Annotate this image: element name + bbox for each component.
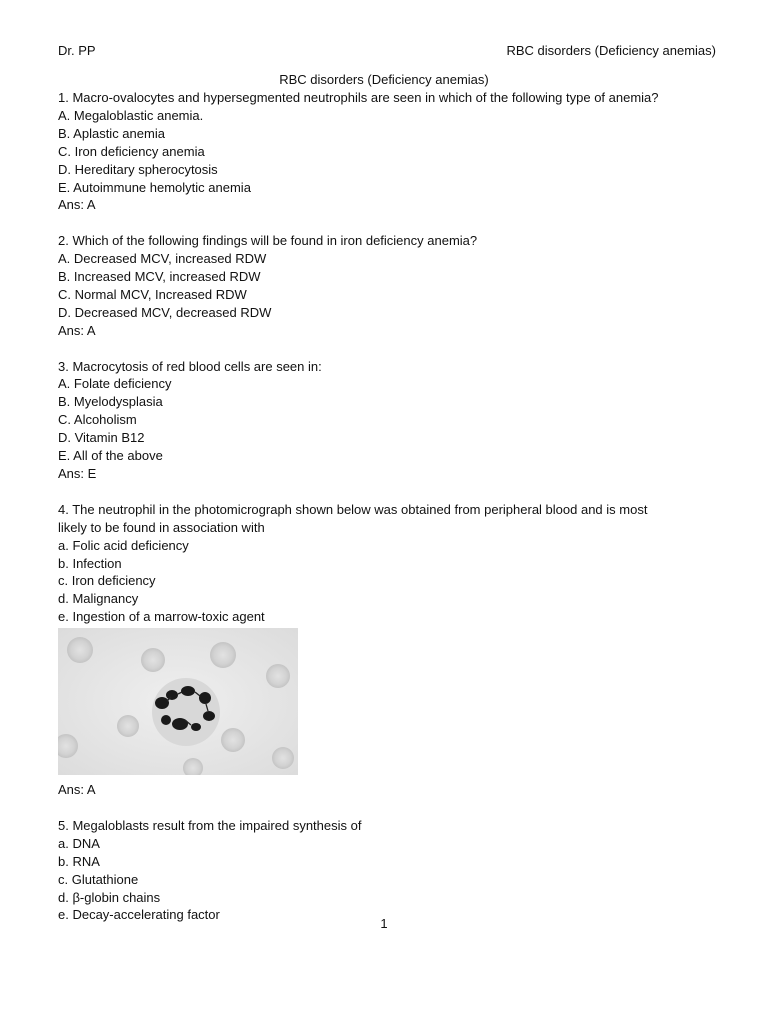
question-stem: 1. Macro-ovalocytes and hypersegmented neutrophils are seen in which of the following type of anemia?	[58, 90, 659, 105]
neutrophil-photomicrograph	[58, 628, 298, 775]
question-stem: 3. Macrocytosis of red blood cells are seen in:	[58, 358, 322, 374]
option: A. Megaloblastic anemia.	[58, 107, 204, 123]
option: b. RNA	[58, 853, 100, 869]
answer: Ans: E	[58, 466, 97, 481]
option: B. Increased MCV, increased RDW	[58, 269, 261, 285]
option: B. Aplastic anemia	[58, 125, 165, 141]
question-4	[58, 501, 738, 799]
question-2	[58, 232, 738, 339]
option: c. Iron deficiency	[58, 573, 156, 589]
document-title: RBC disorders (Deficiency anemias)	[279, 72, 489, 87]
option: A. Folate deficiency	[58, 376, 172, 392]
option: e. Decay-accelerating factor	[58, 907, 220, 923]
question-5	[58, 817, 738, 924]
question-stem: 4. The neutrophil in the photomicrograph shown below was obtained from peripheral blood and is most	[58, 501, 648, 517]
option: e. Ingestion of a marrow-toxic agent	[58, 609, 265, 625]
option: B. Myelodysplasia	[58, 394, 163, 410]
option: a. DNA	[58, 835, 100, 851]
option: C. Iron deficiency anemia	[58, 143, 205, 159]
option: d. β-globin chains	[58, 889, 161, 905]
page-number: 1	[380, 916, 388, 931]
question-stem: 2. Which of the following findings will be found in iron deficiency anemia?	[58, 233, 478, 249]
question-stem: 5. Megaloblasts result from the impaired synthesis of	[58, 817, 362, 833]
option: b. Infection	[58, 555, 122, 571]
option: C. Normal MCV, Increased RDW	[58, 286, 247, 302]
answer: Ans: A	[58, 197, 96, 213]
option: C. Alcoholism	[58, 412, 137, 428]
option: E. All of the above	[58, 448, 163, 464]
option: E. Autoimmune hemolytic anemia	[58, 179, 251, 195]
header-author: Dr. PP	[58, 43, 96, 58]
question-list	[58, 89, 738, 942]
option: a. Folic acid deficiency	[58, 537, 189, 553]
question-stem-continued: likely to be found in association with	[58, 519, 265, 535]
header-topic: RBC disorders (Deficiency anemias)	[506, 43, 716, 58]
option: A. Decreased MCV, increased RDW	[58, 251, 267, 267]
question-1	[58, 89, 738, 214]
option: D. Decreased MCV, decreased RDW	[58, 304, 272, 320]
option: c. Glutathione	[58, 871, 139, 887]
answer: Ans: A	[58, 782, 96, 798]
question-3	[58, 358, 738, 483]
answer: Ans: A	[58, 322, 96, 338]
option: D. Vitamin B12	[58, 430, 145, 446]
option: D. Hereditary spherocytosis	[58, 161, 218, 177]
option: d. Malignancy	[58, 591, 139, 607]
